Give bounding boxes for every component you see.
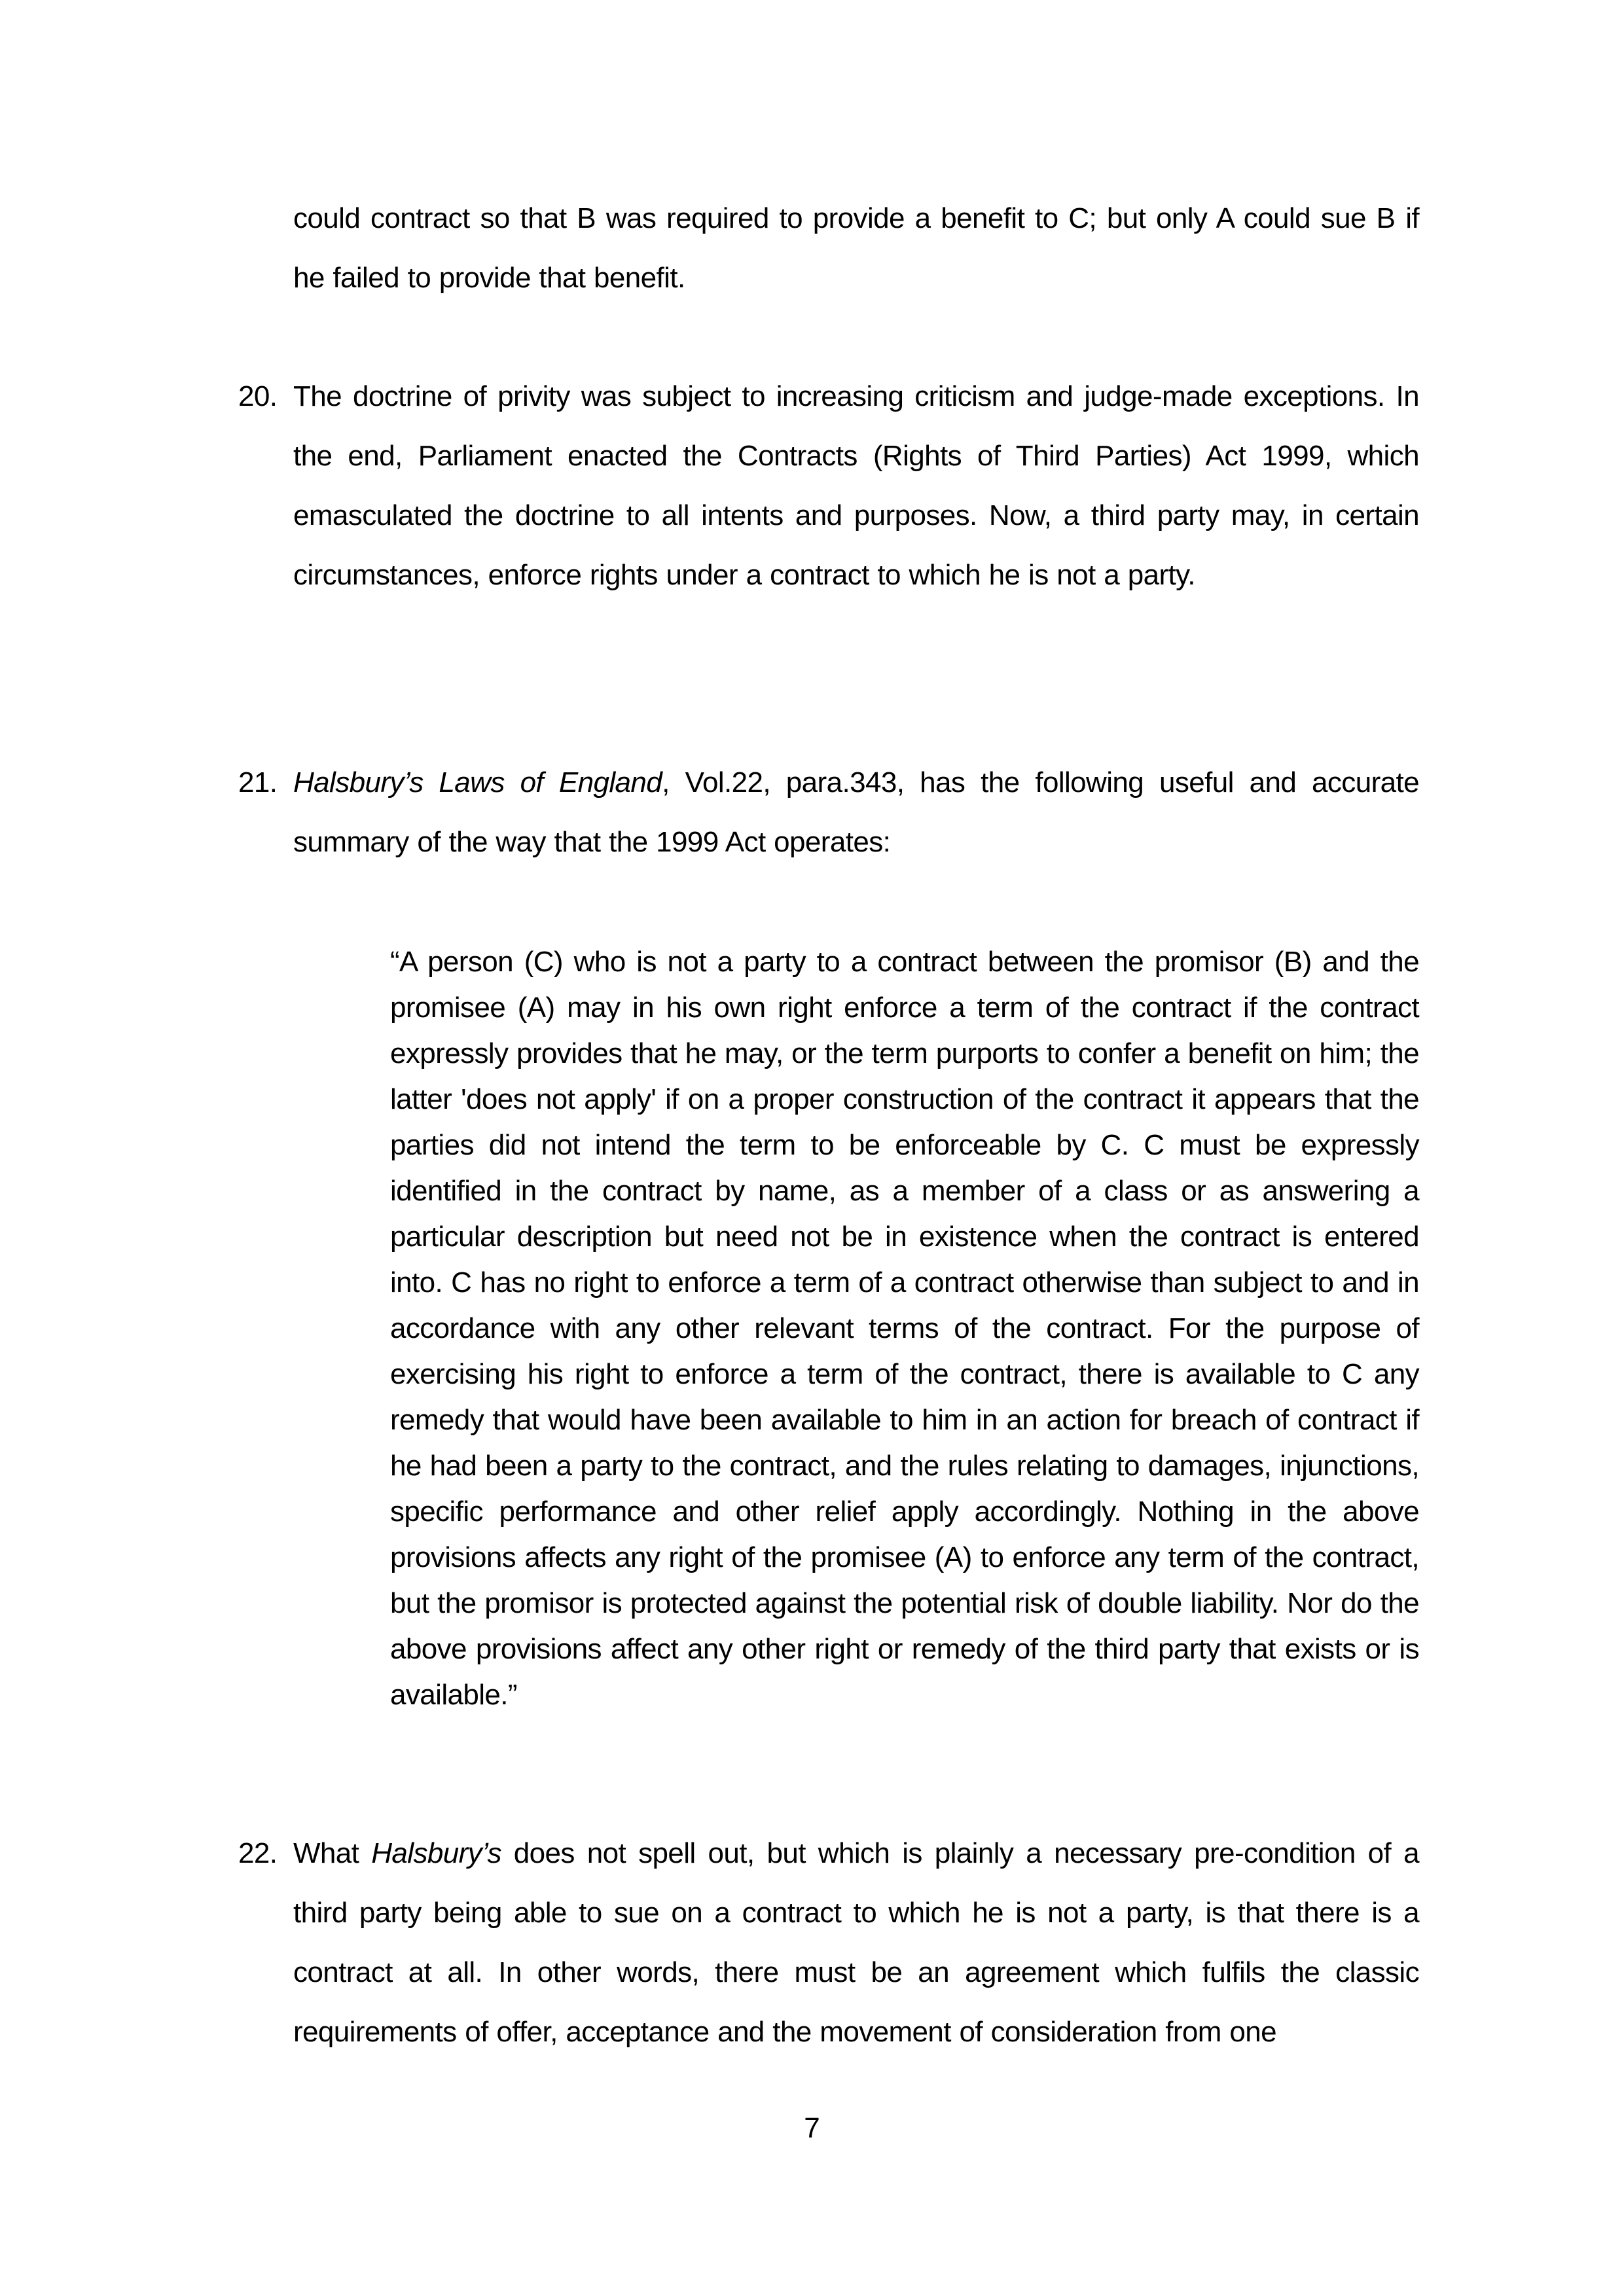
paragraph-text-lead: What bbox=[293, 1837, 372, 1869]
continuation-paragraph bbox=[293, 188, 1419, 308]
paragraph-number: 22. bbox=[238, 1837, 278, 1869]
paragraph-number: 20. bbox=[238, 380, 278, 412]
paragraph-21 bbox=[238, 753, 1419, 872]
paragraph-text: , Vol.22, para.343, has the following useful and accurate summary of the way that the 1999 Act operates: bbox=[293, 766, 1419, 858]
block-quotation bbox=[390, 939, 1419, 1718]
paragraph-text: does not spell out, but which is plainly a necessary pre-condition of a third party being able to sue on a contract to which he is not a party, is that there is a contract at all. In other words, there must be an agreement which fulfils the classic requirements of offer, acceptance and the movement of consideration from one bbox=[293, 1837, 1419, 2048]
citation-title: Halsbury’s Laws of England bbox=[293, 766, 662, 798]
quotation-text: “A person (C) who is not a party to a contract between the promisor (B) and the promisee (A) may in his own right enforce a term of the contract if the contract expressly provides that he may, or the term purports to confer a benefit on him; the latter 'does not apply' if on a proper construction of the contract it appears that the parties did not intend the term to be enforceable by C. C must be expressly identified in the contract by name, as a member of a class or as answering a particular description but need not be in existence when the contract is entered into. C has no right to enforce a term of a contract otherwise than subject to and in accordance with any other relevant terms of the contract. For the purpose of exercising his right to enforce a term of the contract, there is available to C any remedy that would have been available to him in an action for breach of contract if he had been a party to the contract, and the rules relating to damages, injunctions, specific performance and other relief apply accordingly. Nothing in the above provisions affects any right of the promisee (A) to enforce any term of the contract, but the promisor is protected against the potential risk of double liability. Nor do the above provisions affect any other right or remedy of the third party that exists or is available.” bbox=[390, 946, 1419, 1711]
paragraph-number: 21. bbox=[238, 766, 278, 798]
paragraph-20 bbox=[238, 367, 1419, 605]
continuation-text: could contract so that B was required to provide a benefit to C; but only A could sue B if he failed to provide that benefit. bbox=[293, 202, 1419, 294]
page-number: 7 bbox=[804, 2112, 820, 2144]
paragraph-text: The doctrine of privity was subject to increasing criticism and judge-made exceptions. In the end, Parliament enacted the Contracts (Rights of Third Parties) Act 1999, which emasculated the doctrine to all intents and purposes. Now, a third party may, in certain circumstances, enforce rights under a contract to which he is not a party. bbox=[293, 380, 1419, 591]
citation-title: Halsbury’s bbox=[371, 1837, 501, 1869]
paragraph-22 bbox=[238, 1823, 1419, 2062]
